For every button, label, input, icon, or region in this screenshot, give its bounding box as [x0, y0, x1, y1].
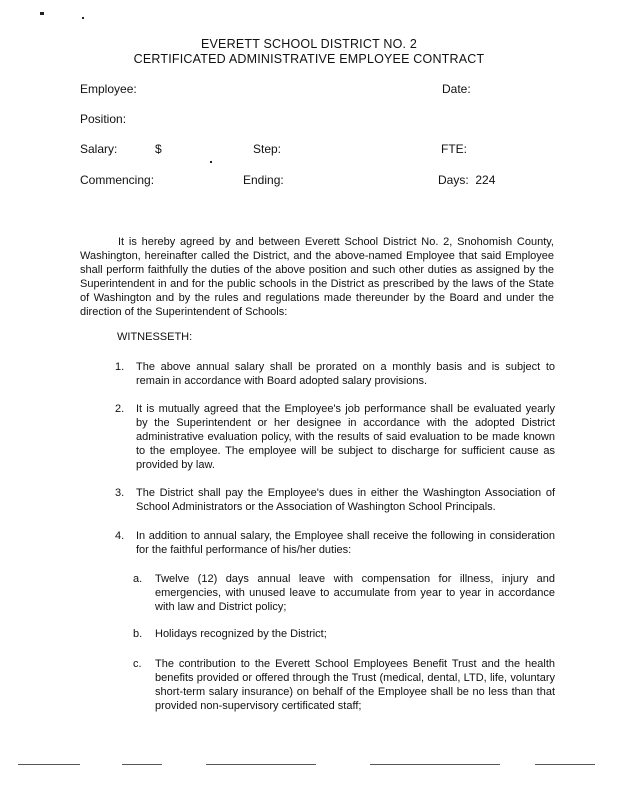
subclause-text: Holidays recognized by the District; [155, 628, 327, 640]
subclause-text: Twelve (12) days annual leave with compensation for illness, injury and emergencies, with unused leave to accumulate from year to year in accordance with law and District policy; [155, 573, 555, 613]
witnesseth-heading: WITNESSETH: [117, 331, 193, 343]
scan-speck [82, 17, 84, 19]
document-subtitle: CERTIFICATED ADMINISTRATIVE EMPLOYEE CONTRACT [133, 52, 485, 66]
footer-scan-line [535, 764, 595, 765]
subclause-item [133, 627, 555, 641]
clause-number: 4. [115, 530, 125, 542]
subclause-item [133, 657, 555, 713]
position-label: Position: [80, 112, 127, 126]
clause-text: The District shall pay the Employee's dues in either the Washington Association of School Administrators or the Association of Washington School Principals. [136, 487, 555, 513]
footer-scan-line [122, 764, 162, 765]
clause-number: 3. [115, 487, 125, 499]
scan-speck [40, 12, 44, 15]
date-label: Date: [442, 82, 471, 96]
intro-paragraph [80, 235, 554, 319]
commencing-label: Commencing: [80, 173, 155, 187]
clause-item [115, 486, 555, 514]
document-title: EVERETT SCHOOL DISTRICT NO. 2 [200, 37, 418, 51]
intro-text: It is hereby agreed by and between Everett School District No. 2, Snohomish County, Washington, hereinafter called the District, and the above-named Employee that said Employee shall perform faithfully the duties of the above position and such other duties as assigned by the Superintendent in and for the public schools in the District as prescribed by the laws of the State of Washington and by the rules and regulations made thereunder by the Board and under the direction of the Superintendent of Schools: [80, 236, 554, 318]
clause-item [115, 402, 555, 472]
clause-number: 1. [115, 361, 125, 373]
scan-speck [210, 161, 212, 163]
ending-label: Ending: [243, 173, 284, 187]
dollar-sign: $ [155, 142, 162, 156]
step-label: Step: [253, 142, 282, 156]
employee-label: Employee: [80, 82, 137, 96]
subclause-letter: a. [133, 573, 143, 585]
footer-scan-line [206, 764, 316, 765]
clause-text: It is mutually agreed that the Employee's job performance shall be evaluated yearly by the Superintendent or her designee in accordance with the adopted District administrative evaluation policy, with the results of said evaluation to be made known to the employee. The employee will be subject to discharge for sufficient cause as provided by law. [136, 403, 555, 471]
salary-label: Salary: [80, 142, 118, 156]
footer-scan-line [370, 764, 500, 765]
subclause-item [133, 572, 555, 614]
clause-text: In addition to annual salary, the Employee shall receive the following in consideration for the faithful performance of his/her duties: [136, 530, 555, 556]
subclause-letter: c. [133, 658, 142, 670]
clause-item [115, 360, 555, 388]
clause-item [115, 529, 555, 557]
clause-number: 2. [115, 403, 125, 415]
days-label: Days: 224 [438, 173, 496, 187]
footer-scan-line [18, 764, 80, 765]
clause-text: The above annual salary shall be prorated on a monthly basis and is subject to remain in accordance with Board adopted salary provisions. [136, 361, 555, 387]
fte-label: FTE: [441, 142, 467, 156]
subclause-letter: b. [133, 628, 143, 640]
subclause-text: The contribution to the Everett School Employees Benefit Trust and the health benefits provided or offered through the Trust (medical, dental, LTD, life, voluntary short-term salary insurance) on behalf of the Employee shall be no less than that provided non-supervisory certificated staff; [155, 658, 555, 712]
